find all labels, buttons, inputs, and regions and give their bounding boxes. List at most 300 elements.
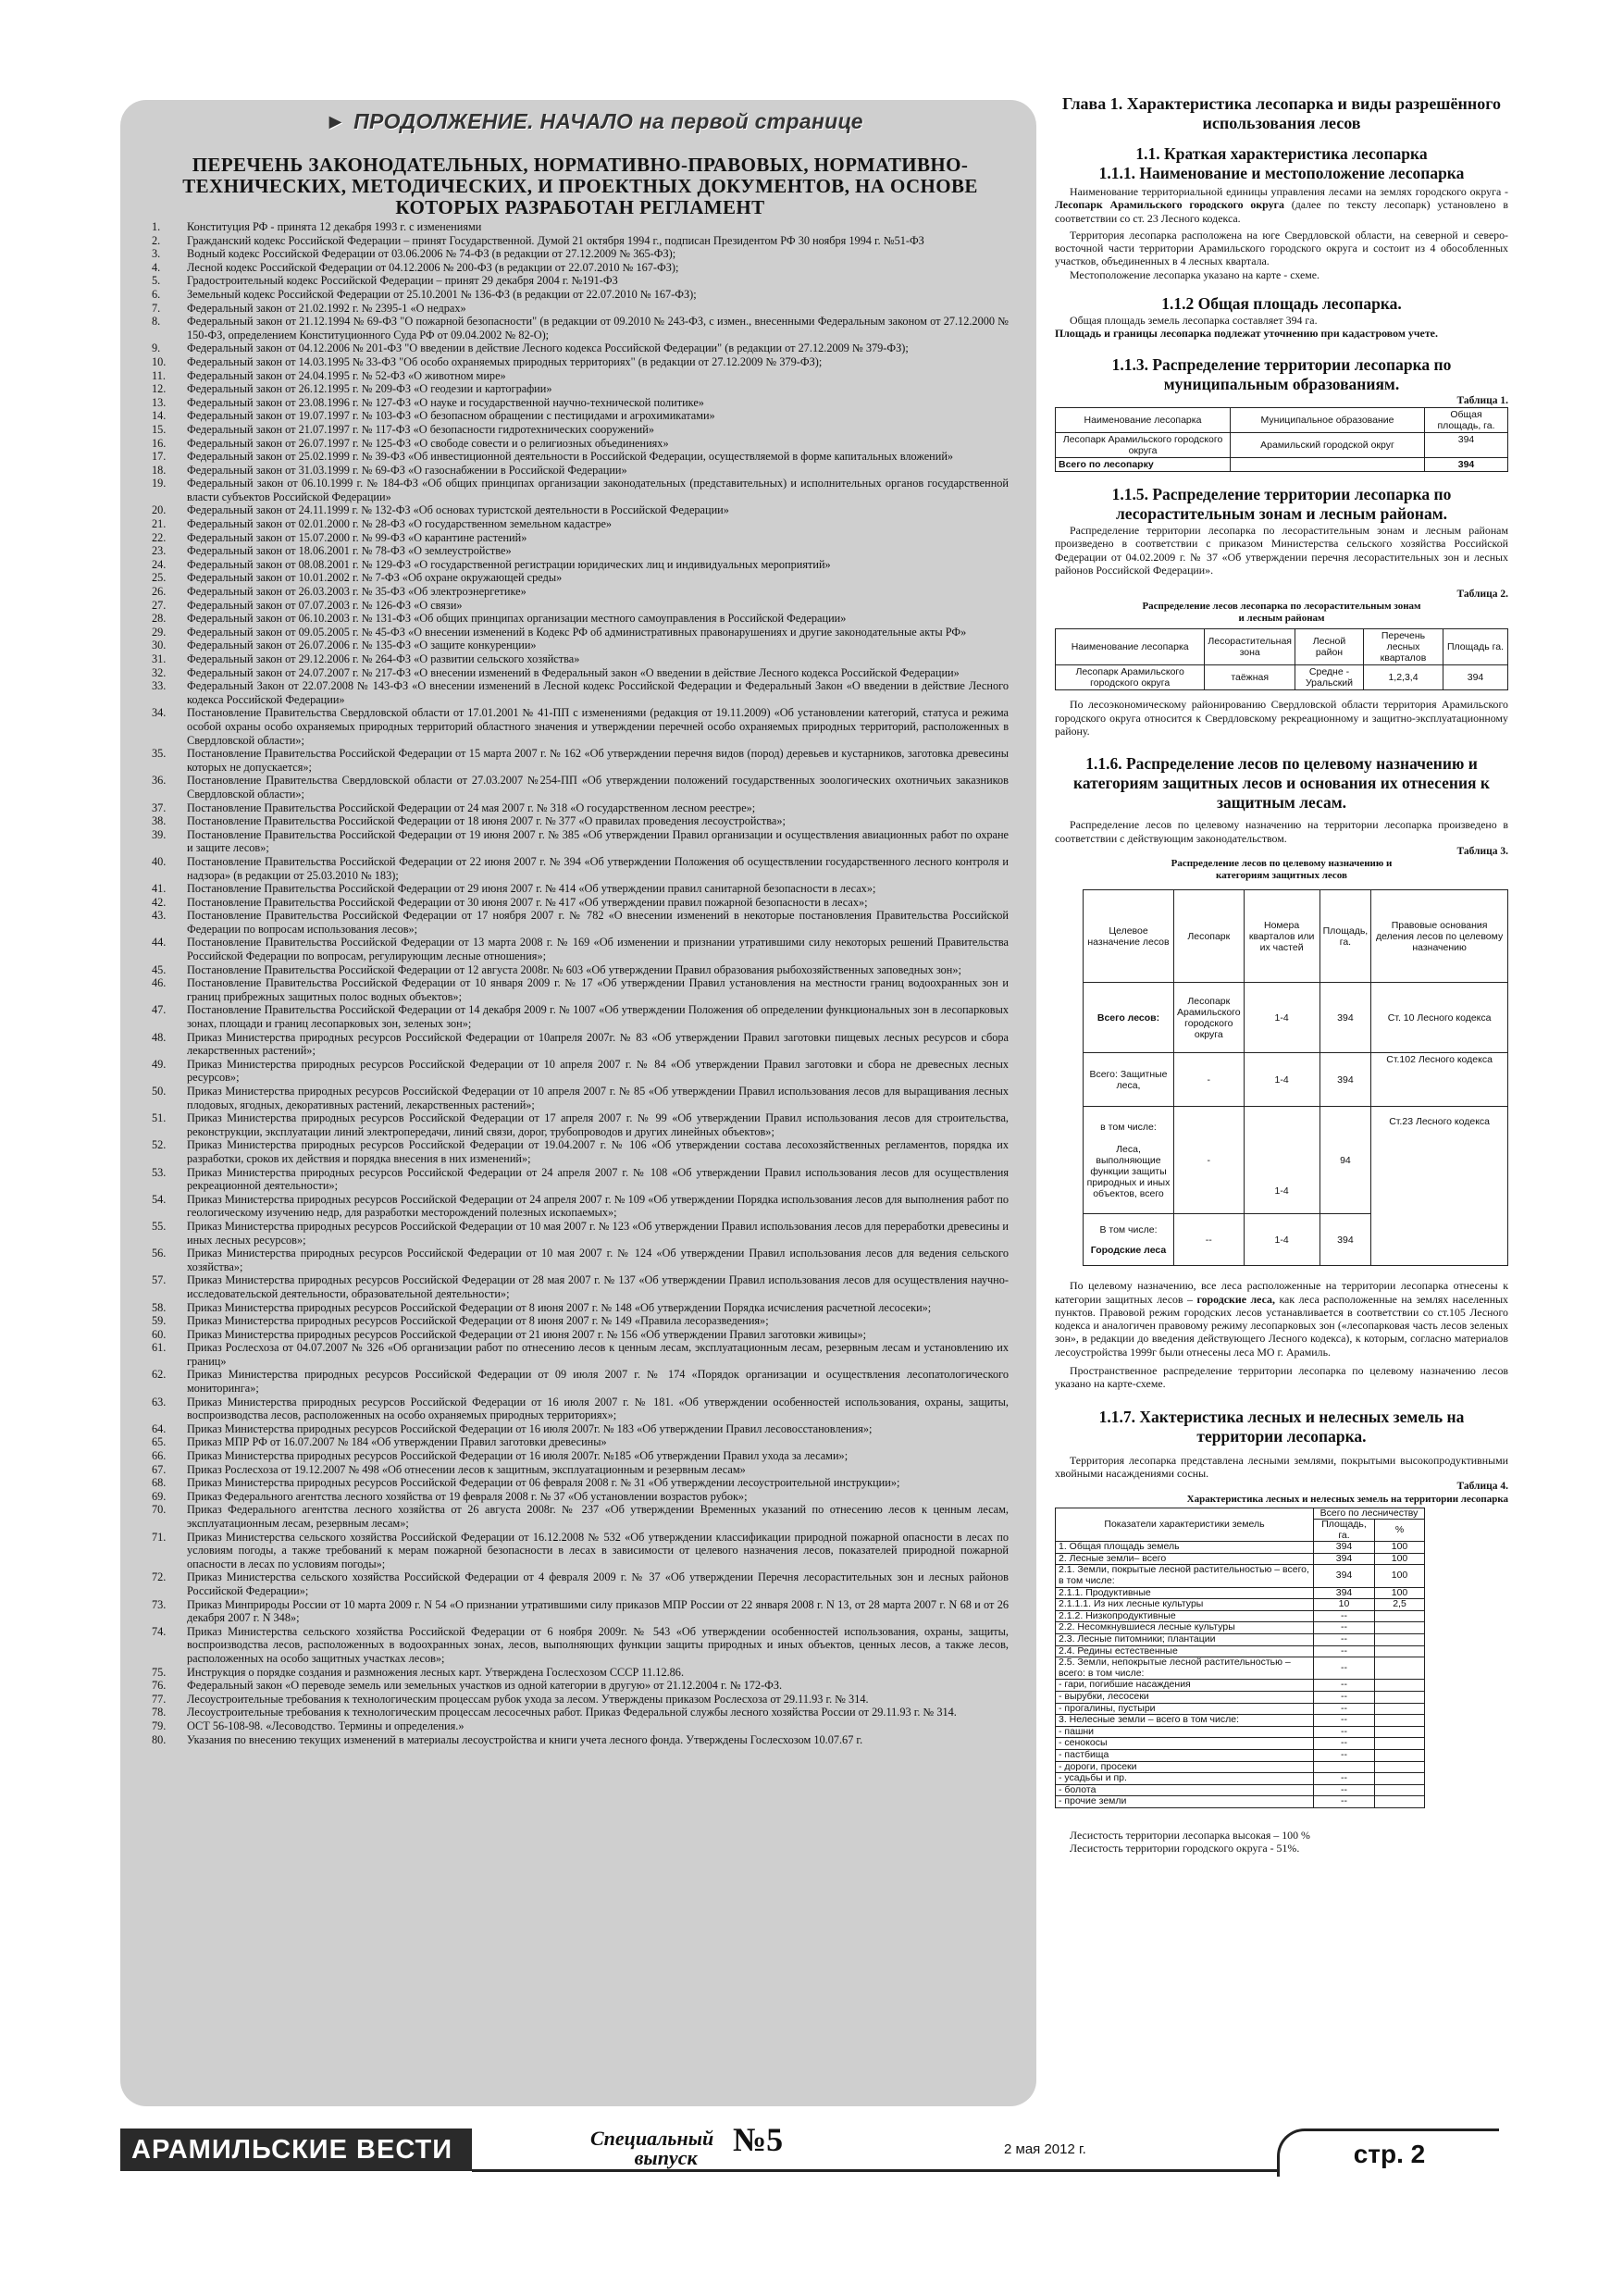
issue-date: 2 мая 2012 г.: [1004, 2141, 1086, 2157]
item-number: 16.: [152, 436, 167, 450]
item-number: 52.: [152, 1138, 167, 1152]
list-item: [152, 1531, 1009, 1571]
item-text: Федеральный Закон от 22.07.2008 № 143-ФЗ «О внесении изменений в Лесной кодекс Российской Федерации и Федеральный Закон «О введении в действие Лесного кодекса Российской Федерации»: [187, 679, 1009, 706]
item-number: 26.: [152, 585, 167, 599]
list-item: [152, 517, 1009, 531]
table-cell: --: [1314, 1749, 1375, 1761]
table-row: [1056, 1657, 1425, 1680]
list-item: [152, 1138, 1009, 1165]
item-number: 29.: [152, 625, 167, 639]
item-text: Федеральный закон от 18.06.2001 г. № 78-ФЗ «О землеустройстве»: [187, 544, 512, 558]
item-text: Постановление Правительства Российской Федерации от 29 июня 2007 г. № 414 «Об утверждении правил санитарной безопасности в лесах»;: [187, 882, 876, 896]
item-text: Постановление Правительства Российской Федерации от 13 марта 2008 г. № 169 «Об изменении и признании утратившими силу некоторых решений Правительства Российской Федерации по вопросам, регулирующим лесные отношения»;: [187, 936, 1009, 963]
item-number: 14.: [152, 409, 167, 423]
item-number: 41.: [152, 882, 167, 896]
table-cell: - прогалины, пустыри: [1056, 1703, 1314, 1715]
section-1-1-3-title: 1.1.3. Распределение территории лесопарка по муниципальным образованиям.: [1111, 354, 1452, 393]
list-item: [152, 1693, 1009, 1706]
item-number: 45.: [152, 962, 167, 976]
item-number: 50.: [152, 1085, 167, 1098]
document-list: [152, 220, 1009, 1746]
list-item: [152, 382, 1009, 396]
item-number: 36.: [152, 774, 167, 788]
item-number: 10.: [152, 354, 167, 368]
table-cell: - прочие земли: [1056, 1796, 1314, 1808]
list-item: [152, 936, 1009, 962]
item-number: 6.: [152, 287, 161, 301]
item-number: 74.: [152, 1624, 167, 1638]
item-number: 49.: [152, 1057, 167, 1071]
table-cell: 394: [1314, 1553, 1375, 1565]
item-number: 1.: [152, 220, 161, 233]
item-text: Земельный кодекс Российской Федерации от 25.10.2001 № 136-ФЗ (в редакции от 22.07.2010 № 167-ФЗ);: [187, 287, 697, 301]
item-text: Федеральный закон «О переводе земель или земельных участков из одной категории в другую» от 21.12.2004 г. № 172-ФЗ.: [187, 1679, 783, 1693]
table-cell: 100: [1375, 1587, 1425, 1599]
table-cell: [1314, 1761, 1375, 1773]
list-item: [152, 1625, 1009, 1666]
section-1-1-title: 1.1. Краткая характеристика лесопарка: [1135, 144, 1428, 163]
table-cell: [1375, 1645, 1425, 1657]
table-label: Таблица 1.: [1456, 394, 1508, 406]
table-cell: [1375, 1726, 1425, 1738]
table-cell: - усадьбы и пр.: [1056, 1773, 1314, 1785]
item-text: Федеральный закон от 29.12.2006 г. № 264-ФЗ «О развитии сельского хозяйства»: [187, 652, 580, 665]
table-cell: 2.4. Редины естественные: [1056, 1645, 1314, 1657]
table-cell: [1375, 1715, 1425, 1727]
arrow-right-icon: ►: [325, 109, 347, 133]
list-item: [152, 1085, 1009, 1111]
item-text: Лесоустроительные требования к технологическим процессам лесосечных работ. Приказ Федеральной службы лесного хозяйства России от 29.11.93 г. № 314.: [187, 1706, 957, 1719]
item-number: 11.: [152, 368, 166, 382]
paragraph: Пространственное распределение территории лесопарка по целевому назначению лесов указано на карте-схеме.: [1055, 1364, 1508, 1391]
item-number: 35.: [152, 747, 167, 761]
item-text: Приказ Федерального агентства лесного хозяйства от 19 февраля 2008 г. № 37 «Об установлении возрастов рубок»;: [187, 1489, 748, 1503]
item-number: 65.: [152, 1435, 167, 1449]
footer-rule: [472, 2169, 1277, 2172]
item-number: 30.: [152, 639, 167, 652]
item-number: 46.: [152, 976, 167, 990]
table-row: [1056, 1726, 1425, 1738]
item-text: Приказ Министерства природных ресурсов Российской Федерации от 10 мая 2007 г. № 124 «Об утверждении Правил использования лесов для ведения сельского хозяйства»;: [187, 1247, 1009, 1273]
list-item: [152, 1570, 1009, 1597]
item-text: Федеральный закон от 24.04.1995 г. № 52-ФЗ «О животном мире»: [187, 368, 506, 382]
item-number: 33.: [152, 679, 167, 693]
list-item: [152, 679, 1009, 706]
item-number: 55.: [152, 1219, 167, 1233]
regulatory-list-panel: [120, 100, 1036, 2106]
paragraph: Наименование территориальной единицы управления лесами на землях городского округа - Лесопарк Арамильского городского округа (далее по тексту лесопарк) установлено в соответствии со ст. 23 Лесного кодекса.: [1055, 185, 1508, 225]
item-number: 48.: [152, 1030, 167, 1044]
newspaper-masthead: АРАМИЛЬСКИЕ ВЕСТИ: [120, 2128, 472, 2171]
item-text: Федеральный закон от 31.03.1999 г. № 69-ФЗ «О газоснабжении в Российской Федерации»: [187, 463, 627, 477]
item-text: Приказ Министерства сельского хозяйства Российской Федерации от 6 ноября 2009г. № 543 «Об утверждении особенностей использования, охраны, защиты, воспроизводства лесов, расположенных в водоохранных зонах, лесов, выполняющих функции защиты природных и иных объектов, ценных лесов, а также лесов, расположенных на особо защитных участках лесов»;: [187, 1624, 1009, 1665]
paragraph: По целевому назначению, все леса расположенные на территории лесопарка отнесены к категории защитных лесов – городские леса, как леса расположенные на землях населенных пунктов. Правовой режим городских лесов устанавливается в соответствии со ст.105 Лесного кодекса и аналогичен правовому режиму лесопарковых зон («лесопарковая часть лесов зеленых зон», в редакции до введения действующего Лесного кодекса), к которым, согласно материалов лесоустройства 1999г были отнесены леса МО г. Арамиль.: [1055, 1279, 1509, 1359]
list-item: [152, 423, 1009, 437]
table-cell: - болота: [1056, 1784, 1314, 1796]
paragraph: Распределение лесов по целевому назначению на территории лесопарка произведено в соответствии с действующим законодательством.: [1055, 818, 1508, 845]
item-number: 43.: [152, 909, 167, 923]
list-item: [152, 464, 1009, 478]
list-item: [152, 1422, 1009, 1436]
item-text: Федеральный закон от 19.07.1997 г. № 103-ФЗ «О безопасном обращении с пестицидами и агрохимикатами»: [187, 409, 715, 423]
list-item: [152, 1666, 1009, 1680]
table-label: Таблица 2.: [1456, 589, 1508, 601]
item-text: Федеральный закон от 08.08.2001 г. № 129-ФЗ «О государственной регистрации юридических лиц и индивидуальных мероприятий»: [187, 557, 831, 571]
table-row: [1056, 1784, 1425, 1796]
list-item: [152, 1111, 1009, 1138]
table-cell: [1375, 1773, 1425, 1785]
item-text: Федеральный закон от 04.12.2006 № 201-ФЗ "О введении в действие Лесного кодекса Российской Федерации" (в редакции от 27.12.2009 № 379-ФЗ);: [187, 341, 909, 355]
item-text: Приказ Министерства природных ресурсов Российской Федерации от 10апреля 2007г. № 83 «Об утверждении Правил заготовки пищевых лесных ресурсов и сбора лекарственных растений»;: [187, 1030, 1009, 1058]
item-text: Приказ Министерства природных ресурсов Российской Федерации от 16 июля 2007г. №185 «Об утверждении Правил ухода за лесами»;: [187, 1449, 849, 1463]
table-cell: 2,5: [1375, 1599, 1425, 1611]
item-text: Лесоустроительные требования к технологическим процессам рубок ухода за лесом. Утверждены приказом Рослесхоза от 29.11.93 г. № 314.: [187, 1692, 869, 1706]
table-cell: - сенокосы: [1056, 1738, 1314, 1750]
item-text: Постановление Правительства Свердловской области от 17.01.2001 № 41-ПП с изменениями (редакция от 19.11.2009) «Об установлении категорий, статуса и режима особой охраны особо охраняемых природных территорий областного значения и утверждении перечней особо охраняемых природных территорий, расположенных в Свердловской области»;: [187, 706, 1009, 747]
list-item: [152, 571, 1009, 585]
list-item: [152, 315, 1009, 341]
table-cell: 2. Лесные земли– всего: [1056, 1553, 1314, 1565]
table-row: [1056, 1738, 1425, 1750]
item-text: Постановление Правительства Российской Федерации от 15 марта 2007 г. № 162 «Об утверждении перечня видов (пород) деревьев и кустарников, заготовка древесины которых не допускается»;: [187, 747, 1009, 774]
item-text: Федеральный закон от 26.12.1995 г. № 209-ФЗ «О геодезии и картографии»: [187, 382, 552, 396]
table-row: [1056, 1749, 1425, 1761]
list-item: [152, 1503, 1009, 1530]
table-cell: --: [1314, 1680, 1375, 1692]
list-item: [152, 1733, 1009, 1747]
table-cell: 394: [1314, 1542, 1375, 1554]
table-cell: [1375, 1761, 1425, 1773]
table-row: [1056, 1542, 1425, 1554]
table-cell: [1375, 1692, 1425, 1704]
list-item: [152, 1435, 1009, 1449]
table-row: [1056, 1692, 1425, 1704]
table-1: Наименование лесопарка Муниципальное образование Общая площадь, га. Лесопарк Арамильского городского округа Арамильский городской округ 394 Всего по лесопарку 394: [1055, 407, 1508, 472]
item-text: Приказ Министерства сельского хозяйства Российской Федерации от 16.12.2008 № 532 «Об утверждении классификации природной пожарной опасности в лесах по условиям погоды, а также требований к мерам пожарной безопасности в лесах в зависимости от целевого назначения лесов, показателей природной пожарной опасности в лесах по условиям погоды»;: [187, 1530, 1009, 1570]
chapter-title: Глава 1. Характеристика лесопарка и виды разрешённого использования лесов: [1062, 94, 1501, 132]
item-number: 25.: [152, 571, 167, 585]
item-text: Лесной кодекс Российской Федерации от 04.12.2006 № 200-ФЗ (в редакции от 22.07.2010 № 167-ФЗ);: [187, 260, 679, 274]
item-number: 44.: [152, 936, 167, 949]
section-1-1-5-title: 1.1.5. Распределение территории лесопарка по лесорастительным зонам и лесным районам.: [1111, 484, 1452, 523]
table-row: [1056, 1796, 1425, 1808]
item-number: 9.: [152, 341, 161, 355]
list-item: [152, 652, 1009, 666]
special-issue-label: Специальный выпуск №5: [590, 2121, 784, 2169]
table-cell: 2.1.2. Низкопродуктивные: [1056, 1610, 1314, 1622]
list-item: [152, 585, 1009, 599]
section-1-1-7-title: 1.1.7. Хактеристика лесных и нелесных земель на территории лесопарка.: [1098, 1407, 1465, 1446]
item-number: 76.: [152, 1679, 167, 1693]
list-item: [152, 1706, 1009, 1719]
table-label: Таблица 3.: [1456, 845, 1508, 857]
item-number: 59.: [152, 1314, 167, 1328]
item-number: 71.: [152, 1530, 167, 1544]
table-cell: --: [1314, 1715, 1375, 1727]
item-text: Федеральный закон от 09.05.2005 г. № 45-ФЗ «О внесении изменений в Кодекс РФ об административных правонарушениях и другие законодательные акты РФ»: [187, 625, 967, 639]
list-item: [152, 828, 1009, 855]
section-1-1-6-title: 1.1.6. Распределение лесов по целевому назначению и категориям защитных лесов и основания их отнесения к защитным лесам.: [1073, 754, 1490, 813]
item-number: 72.: [152, 1570, 167, 1584]
table-cell: 394: [1314, 1587, 1375, 1599]
item-number: 39.: [152, 827, 167, 841]
item-text: Федеральный закон от 06.10.1999 г. № 184-ФЗ «Об общих принципах организации законодательных (представительных) и исполнительных органов государственной власти субъектов Российской Федерации»: [187, 477, 1009, 503]
item-number: 53.: [152, 1165, 167, 1179]
item-text: Приказ Министерства природных ресурсов Российской Федерации от 06 февраля 2008 г. № 31 «Об утверждении лесоустроительной инструкции»;: [187, 1476, 900, 1490]
item-number: 58.: [152, 1300, 167, 1314]
list-item: [152, 341, 1009, 355]
item-number: 5.: [152, 274, 161, 288]
item-number: 34.: [152, 706, 167, 720]
item-text: Федеральный закон от 21.02.1992 г. № 2395-1 «О недрах»: [187, 301, 466, 315]
table-cell: --: [1314, 1610, 1375, 1622]
item-text: Приказ Министерства природных ресурсов Российской Федерации от 10 апреля 2007 г. № 85 «Об утверждении Правил использования лесов для выращивания лесных плодовых, ягодных, декоративных растений, лекарственных растений»;: [187, 1085, 1009, 1111]
list-item: [152, 503, 1009, 517]
list-item: [152, 801, 1009, 815]
item-text: Приказ Министерства сельского хозяйства Российской Федерации от 4 февраля 2009 г. № 37 «Об утверждении Перечня лесорастительных зон и лесных районов Российской Федерации»;: [187, 1570, 1009, 1597]
list-item: [152, 369, 1009, 383]
item-text: Федеральный закон от 23.08.1996 г. № 127-ФЗ «О науке и государственной научно-технической политике»: [187, 395, 704, 409]
item-text: Конституция РФ - принята 12 декабря 1993 г. с изменениями: [187, 220, 482, 233]
table-cell: --: [1314, 1645, 1375, 1657]
item-number: 67.: [152, 1462, 167, 1476]
table-cell: --: [1314, 1657, 1375, 1680]
table-cell: [1375, 1796, 1425, 1808]
item-number: 23.: [152, 544, 167, 558]
table-cell: --: [1314, 1622, 1375, 1634]
item-text: Указания по внесению текущих изменений в материалы лесоустройства и книги учета лесного фонда. Утверждены Гослесхозом 10.07.67 г.: [187, 1732, 863, 1746]
item-number: 27.: [152, 598, 167, 612]
item-text: Постановление Правительства Российской Федерации от 30 июня 2007 г. № 417 «Об утверждении правил пожарной безопасности в лесах»;: [187, 895, 868, 909]
list-item: [152, 288, 1009, 302]
list-item: [152, 1193, 1009, 1220]
item-number: 66.: [152, 1449, 167, 1463]
table-cell: 2.1.1. Продуктивные: [1056, 1587, 1314, 1599]
paragraph: Лесистость территории лесопарка высокая – 100 %: [1070, 1828, 1310, 1842]
item-text: Постановление Правительства Российской Федерации от 19 июня 2007 г. № 385 «Об утверждении Правил организации и осуществления авиационных работ по охране и защите лесов»;: [187, 827, 1009, 855]
table-row: [1056, 1645, 1425, 1657]
list-item: [152, 909, 1009, 936]
list-item: [152, 220, 1009, 234]
list-item: [152, 1166, 1009, 1193]
table-cell: - вырубки, лесосеки: [1056, 1692, 1314, 1704]
table-cell: 100: [1375, 1542, 1425, 1554]
list-item: [152, 1058, 1009, 1085]
item-text: Приказ МПР РФ от 16.07.2007 № 184 «Об утверждении Правил заготовки древесины»: [187, 1435, 607, 1449]
item-text: Приказ Министерства природных ресурсов Российской Федерации от 10 апреля 2007 г. № 84 «Об утверждении Правил заготовки и сбора не древесных лесных ресурсов»;: [187, 1057, 1009, 1085]
table-cell: [1375, 1784, 1425, 1796]
list-item: [152, 234, 1009, 248]
list-item: [152, 976, 1009, 1003]
table-cell: [1375, 1610, 1425, 1622]
list-item: [152, 1719, 1009, 1733]
paragraph: Местоположение лесопарка указано на карте - схеме.: [1070, 267, 1320, 281]
list-item: [152, 1003, 1009, 1030]
page-number: стр. 2: [1277, 2128, 1499, 2177]
table-cell: - дороги, просеки: [1056, 1761, 1314, 1773]
item-text: Федеральный закон от 06.10.2003 г. № 131-ФЗ «Об общих принципах организации местного самоуправления в Российской Федерации»: [187, 612, 847, 626]
item-text: Приказ Министерства природных ресурсов Российской Федерации от 17 апреля 2007 г. № 99 «Об утверждении Правил использования лесов для строительства, реконструкции, эксплуатации линий электропередачи, линий связи, дорог, трубопроводов и других линейных объектов»;: [187, 1111, 1009, 1138]
item-text: Федеральный закон от 26.07.1997 г. № 125-ФЗ «О свободе совести и о религиозных объединениях»: [187, 436, 669, 450]
table-row: [1056, 1553, 1425, 1565]
item-text: Приказ Министерства природных ресурсов Российской Федерации от 16 июля 2007 г. № 181. «Об утверждении особенностей использования, охраны, защиты, воспроизводства лесов, расположенных на особо охраняемых природных территориях»;: [187, 1395, 1009, 1422]
table-caption: Распределение лесов по целевому назначению и категориям защитных лесов: [1171, 858, 1393, 882]
item-text: Приказ Федерального агентства лесного хозяйства от 26 августа 2008г. № 237 «Об утверждении Временных указаний по отнесению лесов к ценным лесам, эксплуатационным лесам, резервным лесам»;: [187, 1503, 1009, 1530]
list-item: [152, 1449, 1009, 1463]
table-row: [1056, 1634, 1425, 1646]
page-footer: [120, 2121, 1499, 2182]
item-number: 22.: [152, 530, 167, 544]
item-number: 2.: [152, 233, 161, 247]
list-item: [152, 396, 1009, 410]
table-cell: 2.1. Земли, покрытые лесной растительностью – всего, в том числе:: [1056, 1565, 1314, 1587]
list-item: [152, 882, 1009, 896]
table-cell: --: [1314, 1634, 1375, 1646]
item-text: Приказ Рослесхоза от 19.12.2007 № 498 «Об отнесении лесов к защитным, эксплуатационным и резервным лесам»: [187, 1462, 746, 1476]
item-number: 24.: [152, 557, 167, 571]
list-item: [152, 1031, 1009, 1058]
list-item: [152, 477, 1009, 503]
item-text: Постановление Правительства Российской Федерации от 18 июня 2007 г. № 377 «О правилах проведения лесоустройства»;: [187, 814, 786, 828]
table-cell: --: [1314, 1703, 1375, 1715]
paragraph: Лесистость территории городского округа - 51%.: [1070, 1842, 1300, 1855]
item-number: 79.: [152, 1719, 167, 1732]
item-number: 4.: [152, 260, 161, 274]
list-item: [152, 896, 1009, 910]
item-text: Приказ Министерства природных ресурсов Российской Федерации от 21 июня 2007 г. № 156 «Об утверждении Правил заготовки живицы»;: [187, 1327, 867, 1341]
item-text: Федеральный закон от 14.03.1995 № 33-ФЗ "Об особо охраняемых природных территориях" (в редакции от 27.12.2009 № 379-ФЗ);: [187, 354, 823, 368]
list-item: [152, 409, 1009, 423]
item-number: 3.: [152, 247, 161, 261]
item-text: Приказ Министерства природных ресурсов Российской Федерации от 8 июня 2007 г. № 149 «Правила лесоразведения»;: [187, 1314, 769, 1328]
paragraph: Общая площадь земель лесопарка составляет 394 га.: [1070, 314, 1318, 328]
list-item: [152, 261, 1009, 275]
item-number: 77.: [152, 1692, 167, 1706]
list-item: [152, 774, 1009, 800]
table-cell: 100: [1375, 1565, 1425, 1587]
table-row: [1056, 1715, 1425, 1727]
item-number: 80.: [152, 1732, 167, 1746]
table-row: [1056, 1680, 1425, 1692]
table-row: [1056, 1703, 1425, 1715]
paragraph: Территория лесопарка расположена на юге Свердловской области, на северной и северо-восточной части территории Арамильского городского округа и состоит из 4 обособленных участков, объединенных в 4 лесных квартала.: [1055, 228, 1508, 268]
list-item: [152, 747, 1009, 774]
item-text: ОСТ 56-108-98. «Лесоводство. Термины и определения.»: [187, 1719, 465, 1732]
item-text: Постановление Правительства Российской Федерации от 22 июня 2007 г. № 394 «Об утверждении Положения об осуществлении государственного лесного контроля и надзора» (в редакции от 25.03.2010 № 183);: [187, 854, 1009, 882]
table-row: [1056, 1610, 1425, 1622]
item-number: 62.: [152, 1368, 167, 1382]
item-text: Постановление Правительства Российской Федерации от 14 декабря 2009 г. № 1007 «Об утверждении Положения об определении функциональных зон в лесопарковых зонах, площади и границ лесопарковых зон, зеленых зон»;: [187, 1003, 1009, 1031]
section-1-1-1-title: 1.1.1. Наименование и местоположение лесопарка: [1098, 164, 1465, 182]
table-cell: --: [1314, 1692, 1375, 1704]
issue-number: №5: [733, 2121, 784, 2158]
item-number: 13.: [152, 395, 167, 409]
section-1-1-2-title: 1.1.2 Общая площадь лесопарка.: [1161, 294, 1402, 314]
item-text: Приказ Министерства природных ресурсов Российской Федерации от 24 апреля 2007 г. № 108 «Об утверждении Правил использования лесов для осуществления рекреационной деятельности»;: [187, 1165, 1009, 1193]
item-number: 75.: [152, 1665, 167, 1679]
item-text: Постановление Правительства Свердловской области от 27.03.2007 №254-ПП «Об утверждении положений государственных зоологических охотничьих заказников Свердловской области»;: [187, 774, 1009, 800]
list-item: [152, 302, 1009, 316]
item-text: Федеральный закон от 21.07.1997 г. № 117-ФЗ «О безопасности гидротехнических сооружений»: [187, 422, 654, 436]
table-4: Показатели характеристики земель Всего по лесничеству Площадь, га. % 1. Общая площадь земель 394 100 2. Лесные земли– всего 394 100 2.1. Земли, покрытые лесной растительностью – всего, в том числе: 394 100 2.1.1. Продуктивные 394 100 2.1.1.1. Из них лесные культуры 10 2,5 2.1.2. Низкопродуктивные -- 2.2. Несомкнувшиеся лесные культуры -- 2.3. Лесные питомники; плантации -- 2.4. Редины естественные -- 2.5. Земли, непокрытые лесной растительностью – всего: в том числе: -- - гари, погибшие насаждения -- - вырубки, лесосеки -- - прогалины, пустыри -- 3. Нелесные земли – всего в том числе: -- - пашни -- - сенокосы -- - пастбища -- - дороги, просеки - усадьбы и пр. -- - болота -- - прочие земли --: [1055, 1508, 1425, 1808]
list-item: [152, 1679, 1009, 1693]
item-number: 38.: [152, 814, 167, 828]
item-number: 7.: [152, 301, 161, 315]
item-text: Градостроительный кодекс Российской Федерации – принят 29 декабря 2004 г. №191-ФЗ: [187, 274, 618, 288]
list-item: [152, 639, 1009, 652]
list-item: [152, 1476, 1009, 1490]
item-number: 47.: [152, 1003, 167, 1017]
item-text: Федеральный закон от 26.07.2006 г. № 135-ФЗ «О защите конкуренции»: [187, 639, 537, 652]
item-text: Федеральный закон от 10.01.2002 г. № 7-ФЗ «Об охране окружающей среды»: [187, 571, 563, 585]
list-item: [152, 437, 1009, 451]
item-number: 40.: [152, 854, 167, 868]
table-3: Целевое назначение лесов Лесопарк Номера кварталов или их частей Площадь, га. Правовые основания деления лесов по целевому назначению Всего лесов: Лесопарк Арамильского городского округа 1-4 394 Ст. 10 Лесного кодекса Всего: Защитные леса, - 1-4 394 Ст.102 Лесного кодекса в том числе: Леса, выполняющие функции защиты природных и иных объектов, всего - 1-4 94 Ст.23 Лесного кодекса В том числе: Городские леса -- 1-4 394: [1083, 889, 1508, 1266]
item-text: Водный кодекс Российской Федерации от 03.06.2006 № 74-ФЗ (в редакции от 27.12.2009 № 365-ФЗ);: [187, 247, 676, 261]
item-text: Приказ Рослесхоза от 04.07.2007 № 326 «Об организации работ по отнесению лесов к ценным лесам, эксплуатационным лесам, резервным лесам и установлению их границ»: [187, 1341, 1009, 1368]
item-number: 60.: [152, 1327, 167, 1341]
item-text: Федеральный закон от 15.07.2000 г. № 99-ФЗ «О карантине растений»: [187, 530, 527, 544]
item-text: Федеральный закон от 24.07.2007 г. № 217-ФЗ «О внесении изменений в Федеральный закон «О введении в действие Лесного кодекса Российской Федерации»: [187, 665, 960, 679]
item-text: Федеральный закон от 25.02.1999 г. № 39-ФЗ «Об инвестиционной деятельности в Российской Федерации, осуществляемой в форме капитальных вложений»: [187, 450, 954, 464]
table-cell: - гари, погибшие насаждения: [1056, 1680, 1314, 1692]
item-number: 64.: [152, 1421, 167, 1435]
list-item: [152, 247, 1009, 261]
list-item: [152, 963, 1009, 977]
paragraph: Площадь и границы лесопарка подлежат уточнению при кадастровом учете.: [1055, 327, 1438, 341]
item-number: 57.: [152, 1273, 167, 1287]
item-text: Постановление Правительства Российской Федерации от 24 мая 2007 г. № 318 «О государственном лесном реестре»;: [187, 800, 756, 814]
item-number: 61.: [152, 1341, 167, 1355]
table-row: [1056, 1565, 1425, 1587]
list-item: [152, 1273, 1009, 1300]
paragraph: Территория лесопарка представлена лесными землями, покрытыми высокопродуктивными хвойными насаждениями сосны.: [1055, 1453, 1508, 1480]
list-item: [152, 355, 1009, 369]
item-text: Приказ Министерства природных ресурсов Российской Федерации от 19.04.2007 г. № 106 «Об утверждении состава лесохозяйственных регламентов, порядка их разработки, сроков их действия и порядка внесения в них изменений»;: [187, 1138, 1009, 1165]
item-number: 20.: [152, 503, 167, 517]
item-number: 69.: [152, 1489, 167, 1503]
list-item: [152, 626, 1009, 639]
item-text: Федеральный закон от 21.12.1994 № 69-ФЗ "О пожарной безопасности" (в редакции от 09.2010 № 243-ФЗ, с измен., внесенными Федеральным законом от 27.12.2000 № 150-ФЗ, определением Конституционного Суда РФ от 09.04.2002 № 82-О);: [187, 315, 1009, 341]
item-number: 78.: [152, 1706, 167, 1719]
item-text: Постановление Правительства Российской Федерации от 10 января 2009 г. № 17 «Об утверждении Правил установления на местности границ водоохранных зон и границ прибрежных защитных полос водных объектов»;: [187, 976, 1009, 1003]
table-caption: Характеристика лесных и нелесных земель на территории лесопарка: [1186, 1493, 1508, 1505]
item-text: Приказ Министерства природных ресурсов Российской Федерации от 24 апреля 2007 г. № 109 «Об утверждении Порядка использования лесов для выполнения работ по геологическому изучению недр, для разработки месторождений полезных ископаемых»;: [187, 1192, 1009, 1220]
list-item: [152, 1368, 1009, 1395]
item-text: Постановление Правительства Российской Федерации от 12 августа 2008г. № 603 «Об утверждении Правил образования рыбохозяйственных заповедных зон»;: [187, 962, 961, 976]
item-number: 19.: [152, 477, 167, 490]
item-number: 12.: [152, 382, 167, 396]
table-cell: [1375, 1634, 1425, 1646]
table-label: Таблица 4.: [1456, 1481, 1508, 1493]
table-row: [1056, 1773, 1425, 1785]
list-item: [152, 450, 1009, 464]
list-item: [152, 1490, 1009, 1504]
item-text: Федеральный закон от 02.01.2000 г. № 28-ФЗ «О государственном земельном кадастре»: [187, 517, 613, 531]
table-cell: --: [1314, 1738, 1375, 1750]
table-cell: 2.5. Земли, непокрытые лесной растительностью – всего: в том числе:: [1056, 1657, 1314, 1680]
item-text: Приказ Министерства природных ресурсов Российской Федерации от 10 мая 2007 г. № 123 «Об утверждении Правил использования лесов для переработки древесины и иных лесных ресурсов»;: [187, 1219, 1009, 1247]
table-cell: 3. Нелесные земли – всего в том числе:: [1056, 1715, 1314, 1727]
table-cell: - пашни: [1056, 1726, 1314, 1738]
list-item: [152, 558, 1009, 572]
table-cell: --: [1314, 1726, 1375, 1738]
item-number: 63.: [152, 1395, 167, 1409]
item-text: Федеральный закон от 24.11.1999 г. № 132-ФЗ «Об основах туристской деятельности в Российской Федерации»: [187, 503, 729, 517]
list-item: [152, 544, 1009, 558]
item-number: 56.: [152, 1247, 167, 1260]
item-number: 28.: [152, 612, 167, 626]
